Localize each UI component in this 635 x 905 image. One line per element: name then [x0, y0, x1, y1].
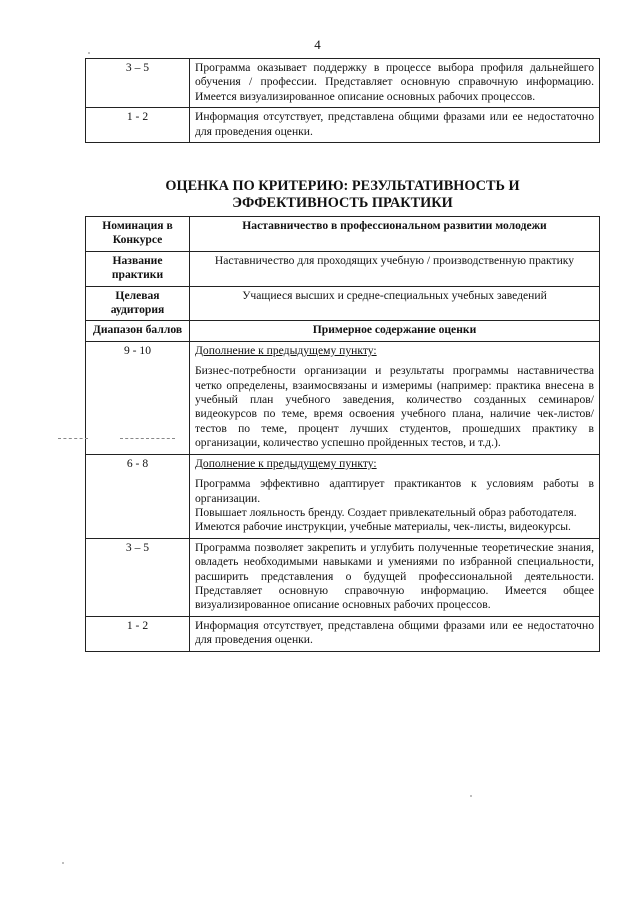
scan-artifact [58, 438, 88, 440]
table-row [86, 538, 600, 616]
table-row [86, 321, 600, 341]
continued-score-table [85, 58, 600, 143]
table-row [86, 59, 600, 108]
score-description: Программа оказывает поддержку в процессе выбора профиля дальнейшего обучения / профессии. Представляет основную справочную информацию. Имеется визуализированное описание основных рабочих процессов. [190, 59, 600, 108]
criteria-table [85, 216, 600, 652]
addition-note: Дополнение к предыдущему пункту: [195, 343, 377, 357]
audience-label: Целевая аудитория [86, 286, 190, 321]
table-row [86, 251, 600, 286]
description-paragraph: Бизнес-потребности организации и результаты программы наставничества четко определены, взаимосвязаны и измеримы (например: практика внесена в учебный план учебного заведения, количество созданных семинаров/видеокурсов по теме, время освоения учебного плана, наличие чек-листов/тестов по теме, процент лучших студентов, прошедших практику в организации, количество успешно пройденных тестов, и т.д.). [195, 364, 594, 450]
score-description: Программа позволяет закрепить и углубить полученные теоретические знания, овладеть необходимыми навыками и умениями по избранной специальности, расширить представления о будущей профессиональной деятельности. Представляет основную справочную информацию. Имеется общее визуализированное описание основных рабочих процессов. [190, 538, 600, 616]
table-row [86, 286, 600, 321]
practice-name-value: Наставничество для проходящих учебную / производственную практику [190, 251, 600, 286]
section-title-line: ОЦЕНКА ПО КРИТЕРИЮ: РЕЗУЛЬТАТИВНОСТЬ И [165, 178, 520, 194]
score-range: 1 - 2 [86, 616, 190, 651]
audience-value: Учащиеся высших и средне-специальных учебных заведений [190, 286, 600, 321]
scan-dot [470, 795, 472, 797]
score-range: 9 - 10 [86, 341, 190, 454]
score-range: 1 - 2 [86, 108, 190, 143]
range-label: Диапазон баллов [86, 321, 190, 341]
nomination-value: Наставничество в профессиональном развитии молодежи [190, 217, 600, 252]
scan-artifact [120, 438, 175, 440]
table-row [86, 108, 600, 143]
score-description [190, 454, 600, 538]
score-description: Информация отсутствует, представлена общими фразами или ее недостаточно для проведения оценки. [190, 108, 600, 143]
nomination-label: Номинация в Конкурсе [86, 217, 190, 252]
scan-dot [62, 862, 64, 864]
content-header: Примерное содержание оценки [190, 321, 600, 341]
score-description [190, 341, 600, 454]
table-row [86, 217, 600, 252]
section-title [85, 178, 600, 212]
score-description: Информация отсутствует, представлена общими фразами или ее недостаточно для проведения оценки. [190, 616, 600, 651]
score-range: 6 - 8 [86, 454, 190, 538]
score-range: 3 – 5 [86, 59, 190, 108]
section-title-line: ЭФФЕКТИВНОСТЬ ПРАКТИКИ [232, 195, 453, 211]
page-number: 4 [314, 37, 321, 52]
description-paragraph: Повышает лояльность бренду. Создает привлекательный образ работодателя. [195, 505, 577, 519]
description-paragraph: Программа эффективно адаптирует практикантов к условиям работы в организации. [195, 477, 594, 505]
addition-note: Дополнение к предыдущему пункту: [195, 456, 377, 470]
practice-name-label: Название практики [86, 251, 190, 286]
score-range: 3 – 5 [86, 538, 190, 616]
table-row [86, 616, 600, 651]
table-row [86, 454, 600, 538]
scan-dot [88, 52, 90, 54]
description-paragraph: Имеются рабочие инструкции, учебные материалы, чек-листы, видеокурсы. [195, 520, 571, 534]
